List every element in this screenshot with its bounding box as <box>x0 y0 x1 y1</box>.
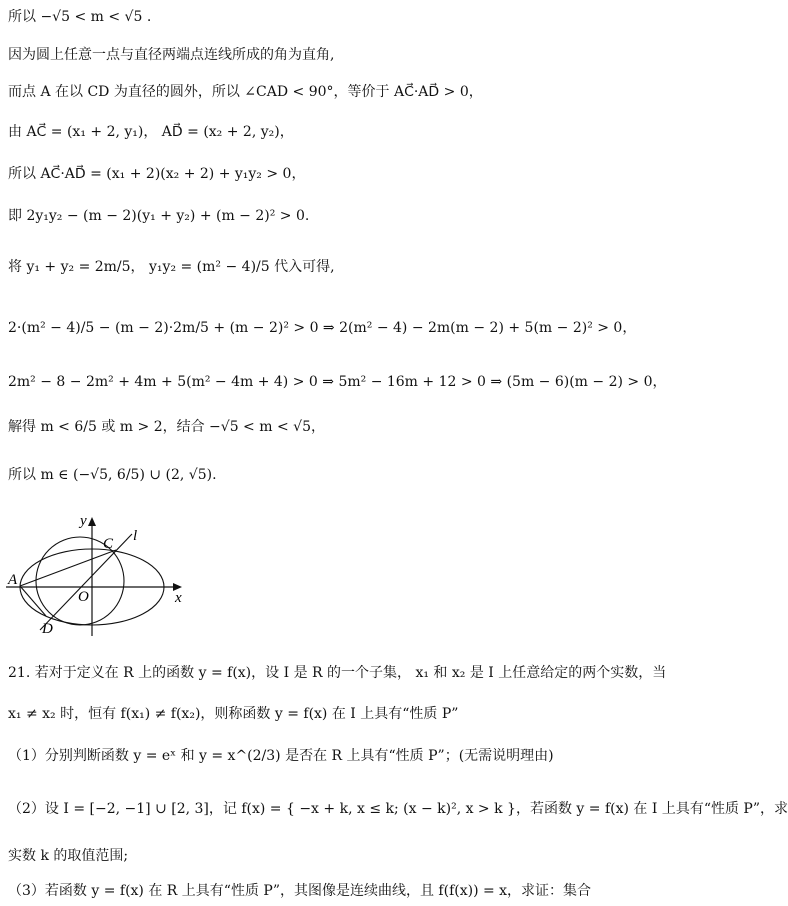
geometry-figure <box>0 512 200 638</box>
label-point-a: A <box>8 572 18 588</box>
label-origin-o: O <box>78 589 89 605</box>
text-line: 2m² − 8 − 2m² + 4m + 5(m² − 4m + 4) > 0 ⇒ 5m² − 16m + 12 > 0 ⇒ (5m − 6)(m − 2) > 0， <box>8 374 667 390</box>
question-21-stem: 21. 若对于定义在 R 上的函数 y = f(x)，设 I 是 R 的一个子集， x₁ 和 x₂ 是 I 上任意给定的两个实数，当 <box>8 665 667 681</box>
text-line: 所以 m ∈ (−√5, 6/5) ∪ (2, √5). <box>8 467 217 483</box>
text-line: 将 y₁ + y₂ = 2m/5， y₁y₂ = (m² − 4)/5 代入可得, <box>8 259 335 275</box>
text-line: x₁ ≠ x₂ 时，恒有 f(x₁) ≠ f(x₂)，则称函数 y = f(x) 在 I 上具有“性质 P” <box>8 706 459 722</box>
text-line: 实数 k 的取值范围; <box>8 848 129 864</box>
text-line: 所以 AC⃗·AD⃗ = (x₁ + 2)(x₂ + 2) + y₁y₂ > 0， <box>8 166 306 182</box>
text-line: 即 2y₁y₂ − (m − 2)(y₁ + y₂) + (m − 2)² > 0. <box>8 208 310 224</box>
y-axis-arrow <box>88 517 96 526</box>
question-21-part2: （2）设 I = [−2, −1] ∪ [2, 3]，记 f(x) = { −x + k, x ≤ k; (x − k)², x > k }，若函数 y = f(x) 在 I 上具有“性质 P”，求 <box>8 801 788 817</box>
label-x-axis: x <box>175 590 182 606</box>
question-21-part3: （3）若函数 y = f(x) 在 R 上具有“性质 P”，其图像是连续曲线，且 f(f(x)) = x，求证：集合 <box>8 883 592 899</box>
label-line-l: l <box>133 528 138 544</box>
line-l <box>40 534 132 630</box>
segment-ad <box>20 586 46 616</box>
label-point-d: D <box>42 621 53 637</box>
text-line: 解得 m < 6/5 或 m > 2，结合 −√5 < m < √5， <box>8 419 325 435</box>
text-line: 因为圆上任意一点与直径两端点连线所成的角为直角, <box>8 47 335 63</box>
question-21-part1: （1）分别判断函数 y = eˣ 和 y = x^(2/3) 是否在 R 上具有“性质 P”；(无需说明理由) <box>8 748 554 764</box>
label-point-c: C <box>103 536 114 552</box>
text-line: 由 AC⃗ = (x₁ + 2, y₁)， AD⃗ = (x₂ + 2, y₂)， <box>8 124 294 140</box>
segment-ac <box>20 550 116 586</box>
text-line: 2·(m² − 4)/5 − (m − 2)·2m/5 + (m − 2)² > 0 ⇒ 2(m² − 4) − 2m(m − 2) + 5(m − 2)² > 0， <box>8 320 637 336</box>
label-y-axis: y <box>80 513 87 529</box>
text-line: 而点 A 在以 CD 为直径的圆外，所以 ∠CAD < 90°，等价于 AC⃗·AD⃗ > 0， <box>8 84 483 100</box>
text-line: 所以 −√5 < m < √5 . <box>8 9 152 25</box>
